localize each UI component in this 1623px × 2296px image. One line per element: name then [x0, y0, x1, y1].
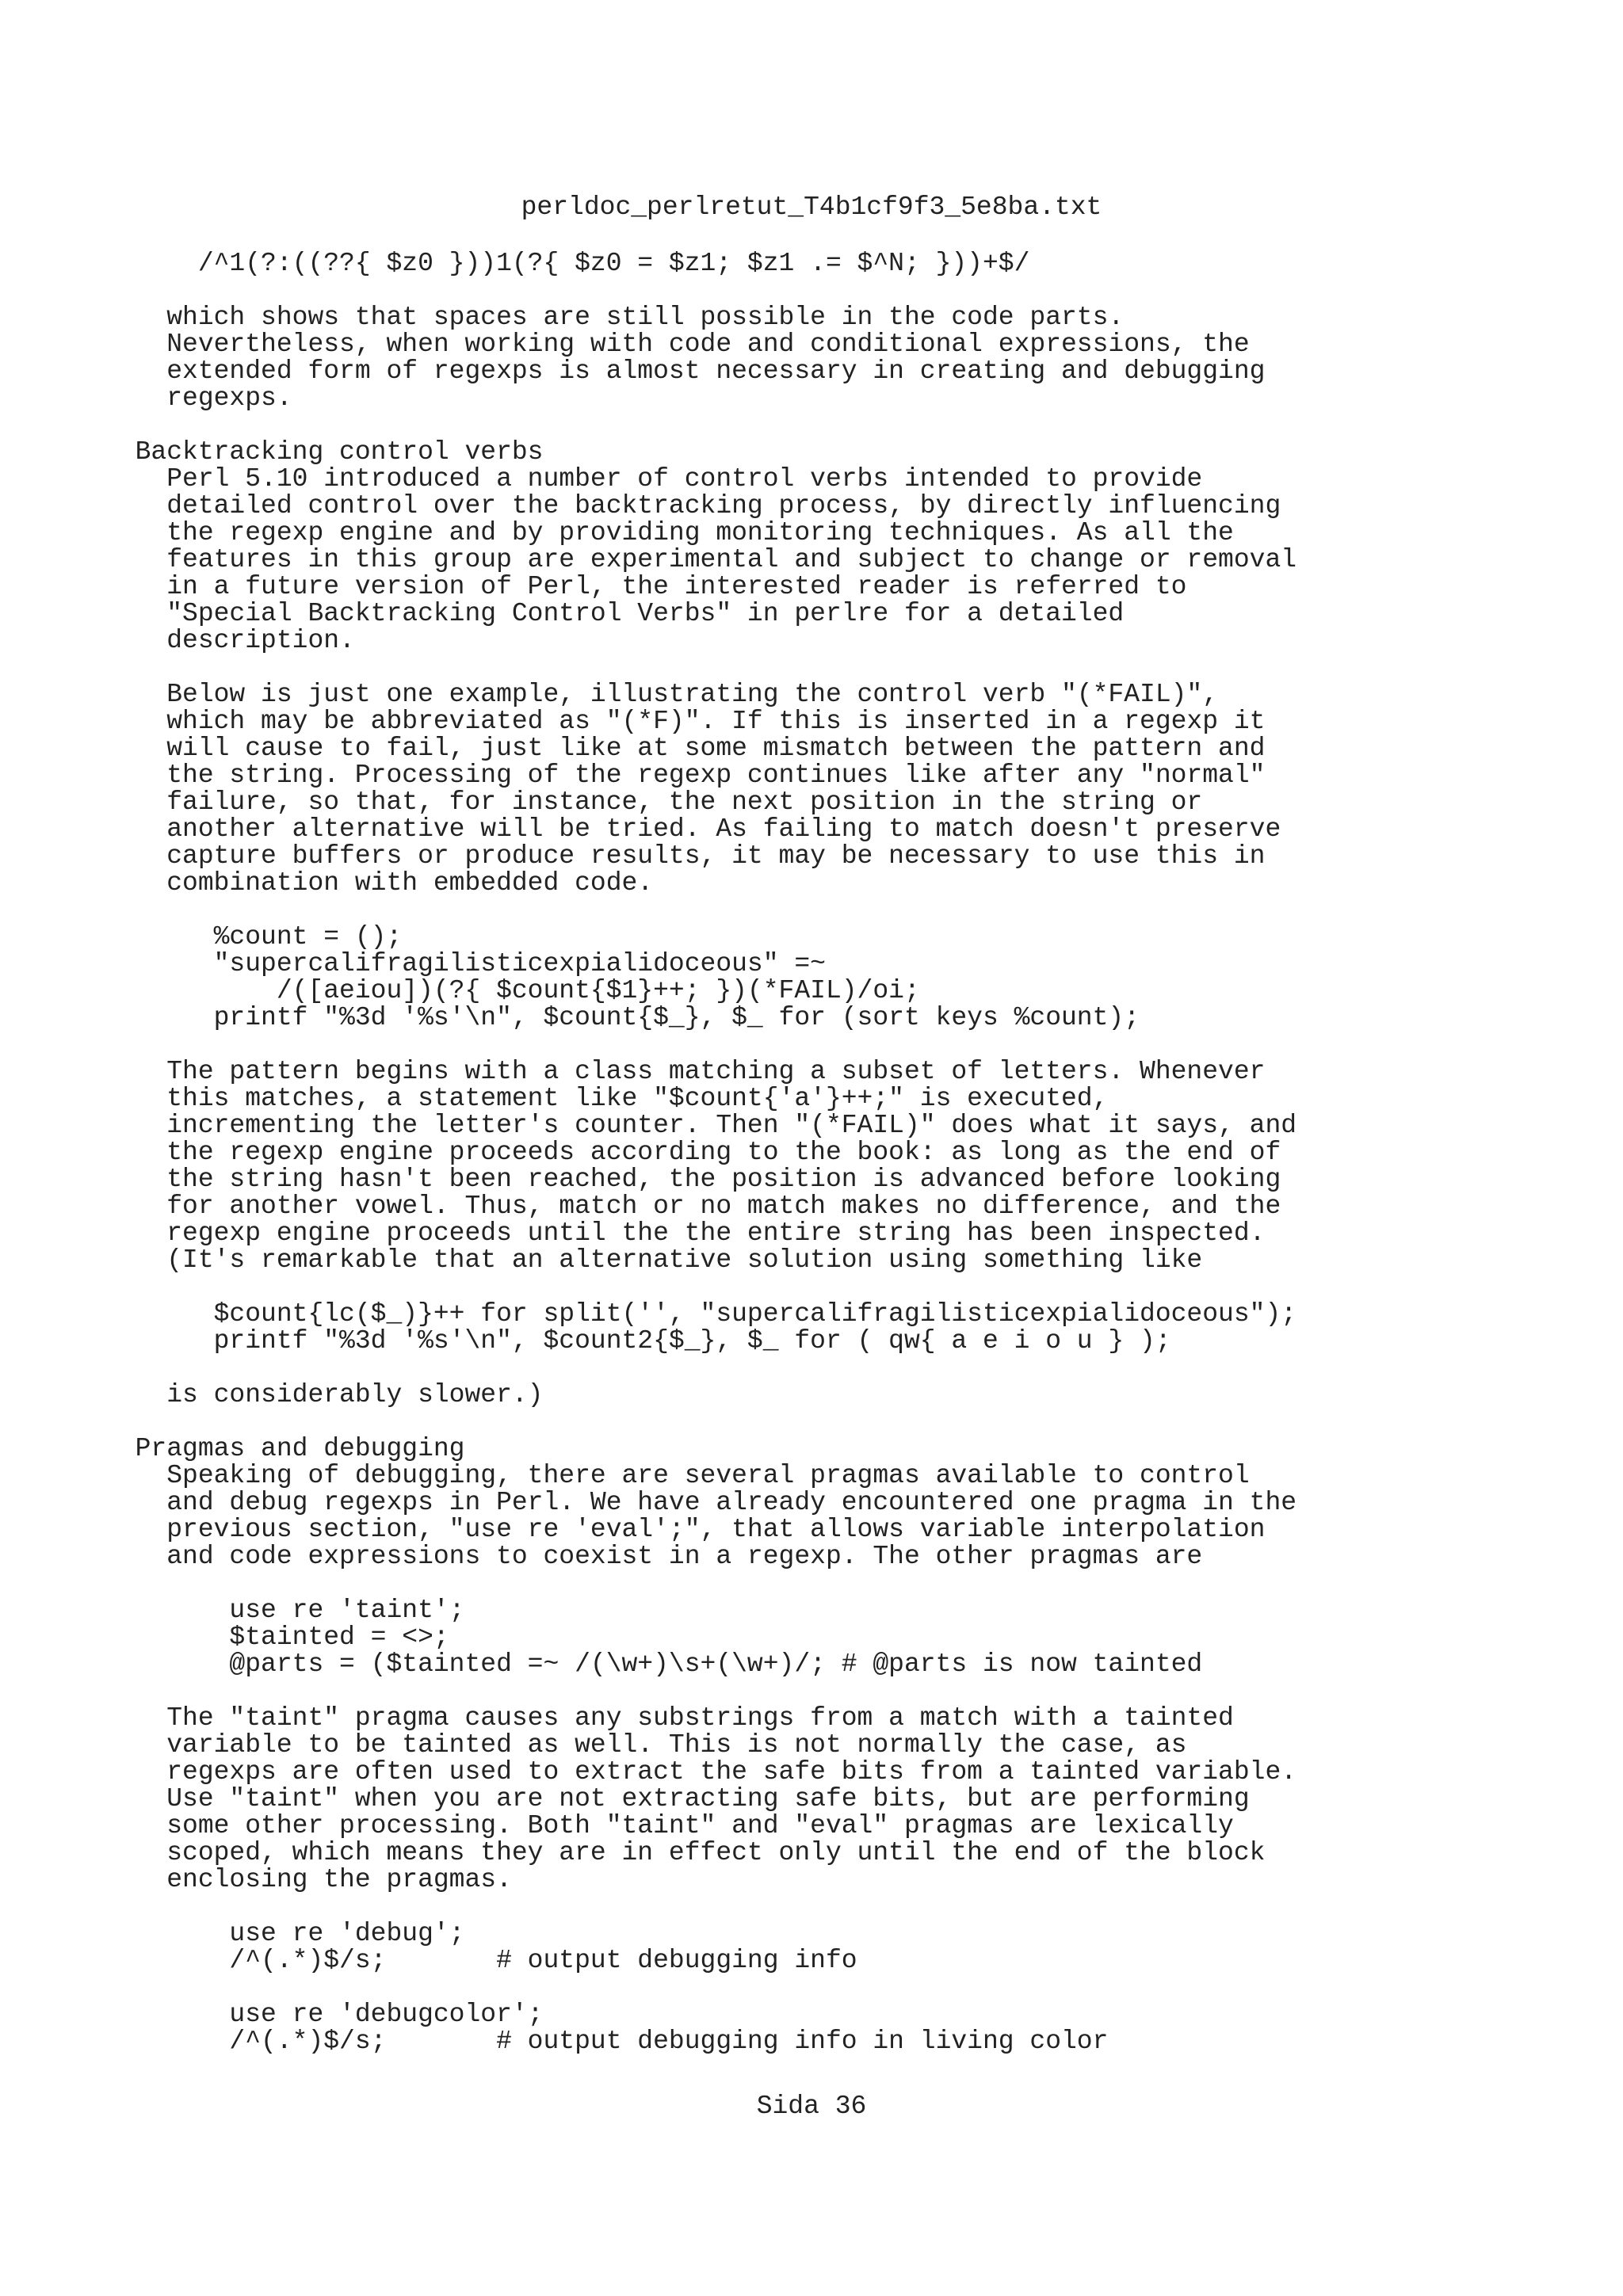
text-line: Use "taint" when you are not extracting safe bits, but are performing — [104, 1784, 1250, 1814]
text-line: regexp engine proceeds until the the entire string has been inspected. — [104, 1219, 1266, 1248]
page-footer: Sida 36 — [756, 2092, 867, 2121]
text-line: this matches, a statement like "$count{'a'}++;" is executed, — [104, 1084, 1109, 1113]
text-line: the regexp engine and by providing monitoring techniques. As all the — [104, 518, 1234, 547]
text-line: incrementing the letter's counter. Then "(*FAIL)" does what it says, and — [104, 1111, 1297, 1140]
text-line: printf "%3d '%s'\n", $count2{$_}, $_ for ( qw{ a e i o u } ); — [104, 1326, 1171, 1356]
text-line: and code expressions to coexist in a regexp. The other pragmas are — [104, 1542, 1203, 1571]
text-line: use re 'taint'; — [104, 1596, 465, 1625]
text-line: capture buffers or produce results, it may be necessary to use this in — [104, 841, 1266, 871]
text-line: features in this group are experimental and subject to change or removal — [104, 545, 1297, 574]
text-line: for another vowel. Thus, match or no match makes no difference, and the — [104, 1192, 1281, 1221]
text-line: @parts = ($tainted =~ /(\w+)\s+(\w+)/; # @parts is now tainted — [104, 1650, 1203, 1679]
text-line: in a future version of Perl, the interested reader is referred to — [104, 572, 1187, 601]
text-line: /^(.*)$/s; # output debugging info — [104, 1946, 857, 1975]
text-line: the string hasn't been reached, the position is advanced before looking — [104, 1165, 1281, 1194]
text-line: scoped, which means they are in effect only until the end of the block — [104, 1838, 1266, 1867]
text-line: "Special Backtracking Control Verbs" in perlre for a detailed — [104, 599, 1125, 628]
text-line: "supercalifragilisticexpialidoceous" =~ — [104, 949, 826, 978]
text-line: some other processing. Both "taint" and "eval" pragmas are lexically — [104, 1811, 1234, 1840]
text-line: will cause to fail, just like at some mismatch between the pattern and — [104, 734, 1266, 763]
text-line: extended form of regexps is almost necessary in creating and debugging — [104, 357, 1266, 386]
text-line: the regexp engine proceeds according to the book: as long as the end of — [104, 1138, 1281, 1167]
text-line: use re 'debugcolor'; — [104, 2000, 544, 2029]
text-line: printf "%3d '%s'\n", $count{$_}, $_ for (sort keys %count); — [104, 1003, 1140, 1032]
text-line: and debug regexps in Perl. We have already encountered one pragma in the — [104, 1488, 1297, 1517]
text-line: (It's remarkable that an alternative solution using something like — [104, 1245, 1203, 1275]
text-line: another alternative will be tried. As failing to match doesn't preserve — [104, 814, 1281, 844]
text-line: which may be abbreviated as "(*F)". If this is inserted in a regexp it — [104, 707, 1266, 736]
text-line: which shows that spaces are still possible in the code parts. — [104, 303, 1125, 332]
text-line: combination with embedded code. — [104, 868, 654, 898]
text-line: Nevertheless, when working with code and conditional expressions, the — [104, 330, 1250, 359]
text-line: regexps. — [104, 383, 292, 413]
text-line: regexps are often used to extract the safe bits from a tainted variable. — [104, 1757, 1297, 1787]
text-line: Pragmas and debugging — [104, 1434, 465, 1463]
text-line: $count{lc($_)}++ for split('', "supercalifragilisticexpialidoceous"); — [104, 1299, 1297, 1329]
page-header: perldoc_perlretut_T4b1cf9f3_5e8ba.txt — [521, 193, 1102, 222]
text-line: /^(.*)$/s; # output debugging info in living color — [104, 2027, 1109, 2056]
text-line: $tainted = <>; — [104, 1623, 449, 1652]
text-line: Below is just one example, illustrating the control verb "(*FAIL)", — [104, 680, 1219, 709]
text-line: description. — [104, 626, 355, 655]
text-line: failure, so that, for instance, the next position in the string or — [104, 788, 1203, 817]
text-line: detailed control over the backtracking process, by directly influencing — [104, 491, 1281, 521]
text-line: /^1(?:((??{ $z0 }))1(?{ $z0 = $z1; $z1 .= $^N; }))+$/ — [104, 249, 1030, 278]
text-line: %count = (); — [104, 922, 403, 952]
text-line: variable to be tainted as well. This is not normally the case, as — [104, 1730, 1187, 1760]
text-line: enclosing the pragmas. — [104, 1865, 512, 1894]
text-line: the string. Processing of the regexp continues like after any "normal" — [104, 761, 1266, 790]
text-line: is considerably slower.) — [104, 1380, 544, 1409]
text-line: Backtracking control verbs — [104, 437, 544, 467]
text-line: The "taint" pragma causes any substrings from a match with a tainted — [104, 1703, 1234, 1733]
text-line: The pattern begins with a class matching a subset of letters. Whenever — [104, 1057, 1266, 1086]
text-line: Perl 5.10 introduced a number of control verbs intended to provide — [104, 464, 1203, 494]
text-line: previous section, "use re 'eval';", that allows variable interpolation — [104, 1515, 1266, 1544]
text-line: /([aeiou])(?{ $count{$1}++; })(*FAIL)/oi; — [104, 976, 920, 1005]
text-line: use re 'debug'; — [104, 1919, 465, 1948]
text-line: Speaking of debugging, there are several pragmas available to control — [104, 1461, 1250, 1490]
